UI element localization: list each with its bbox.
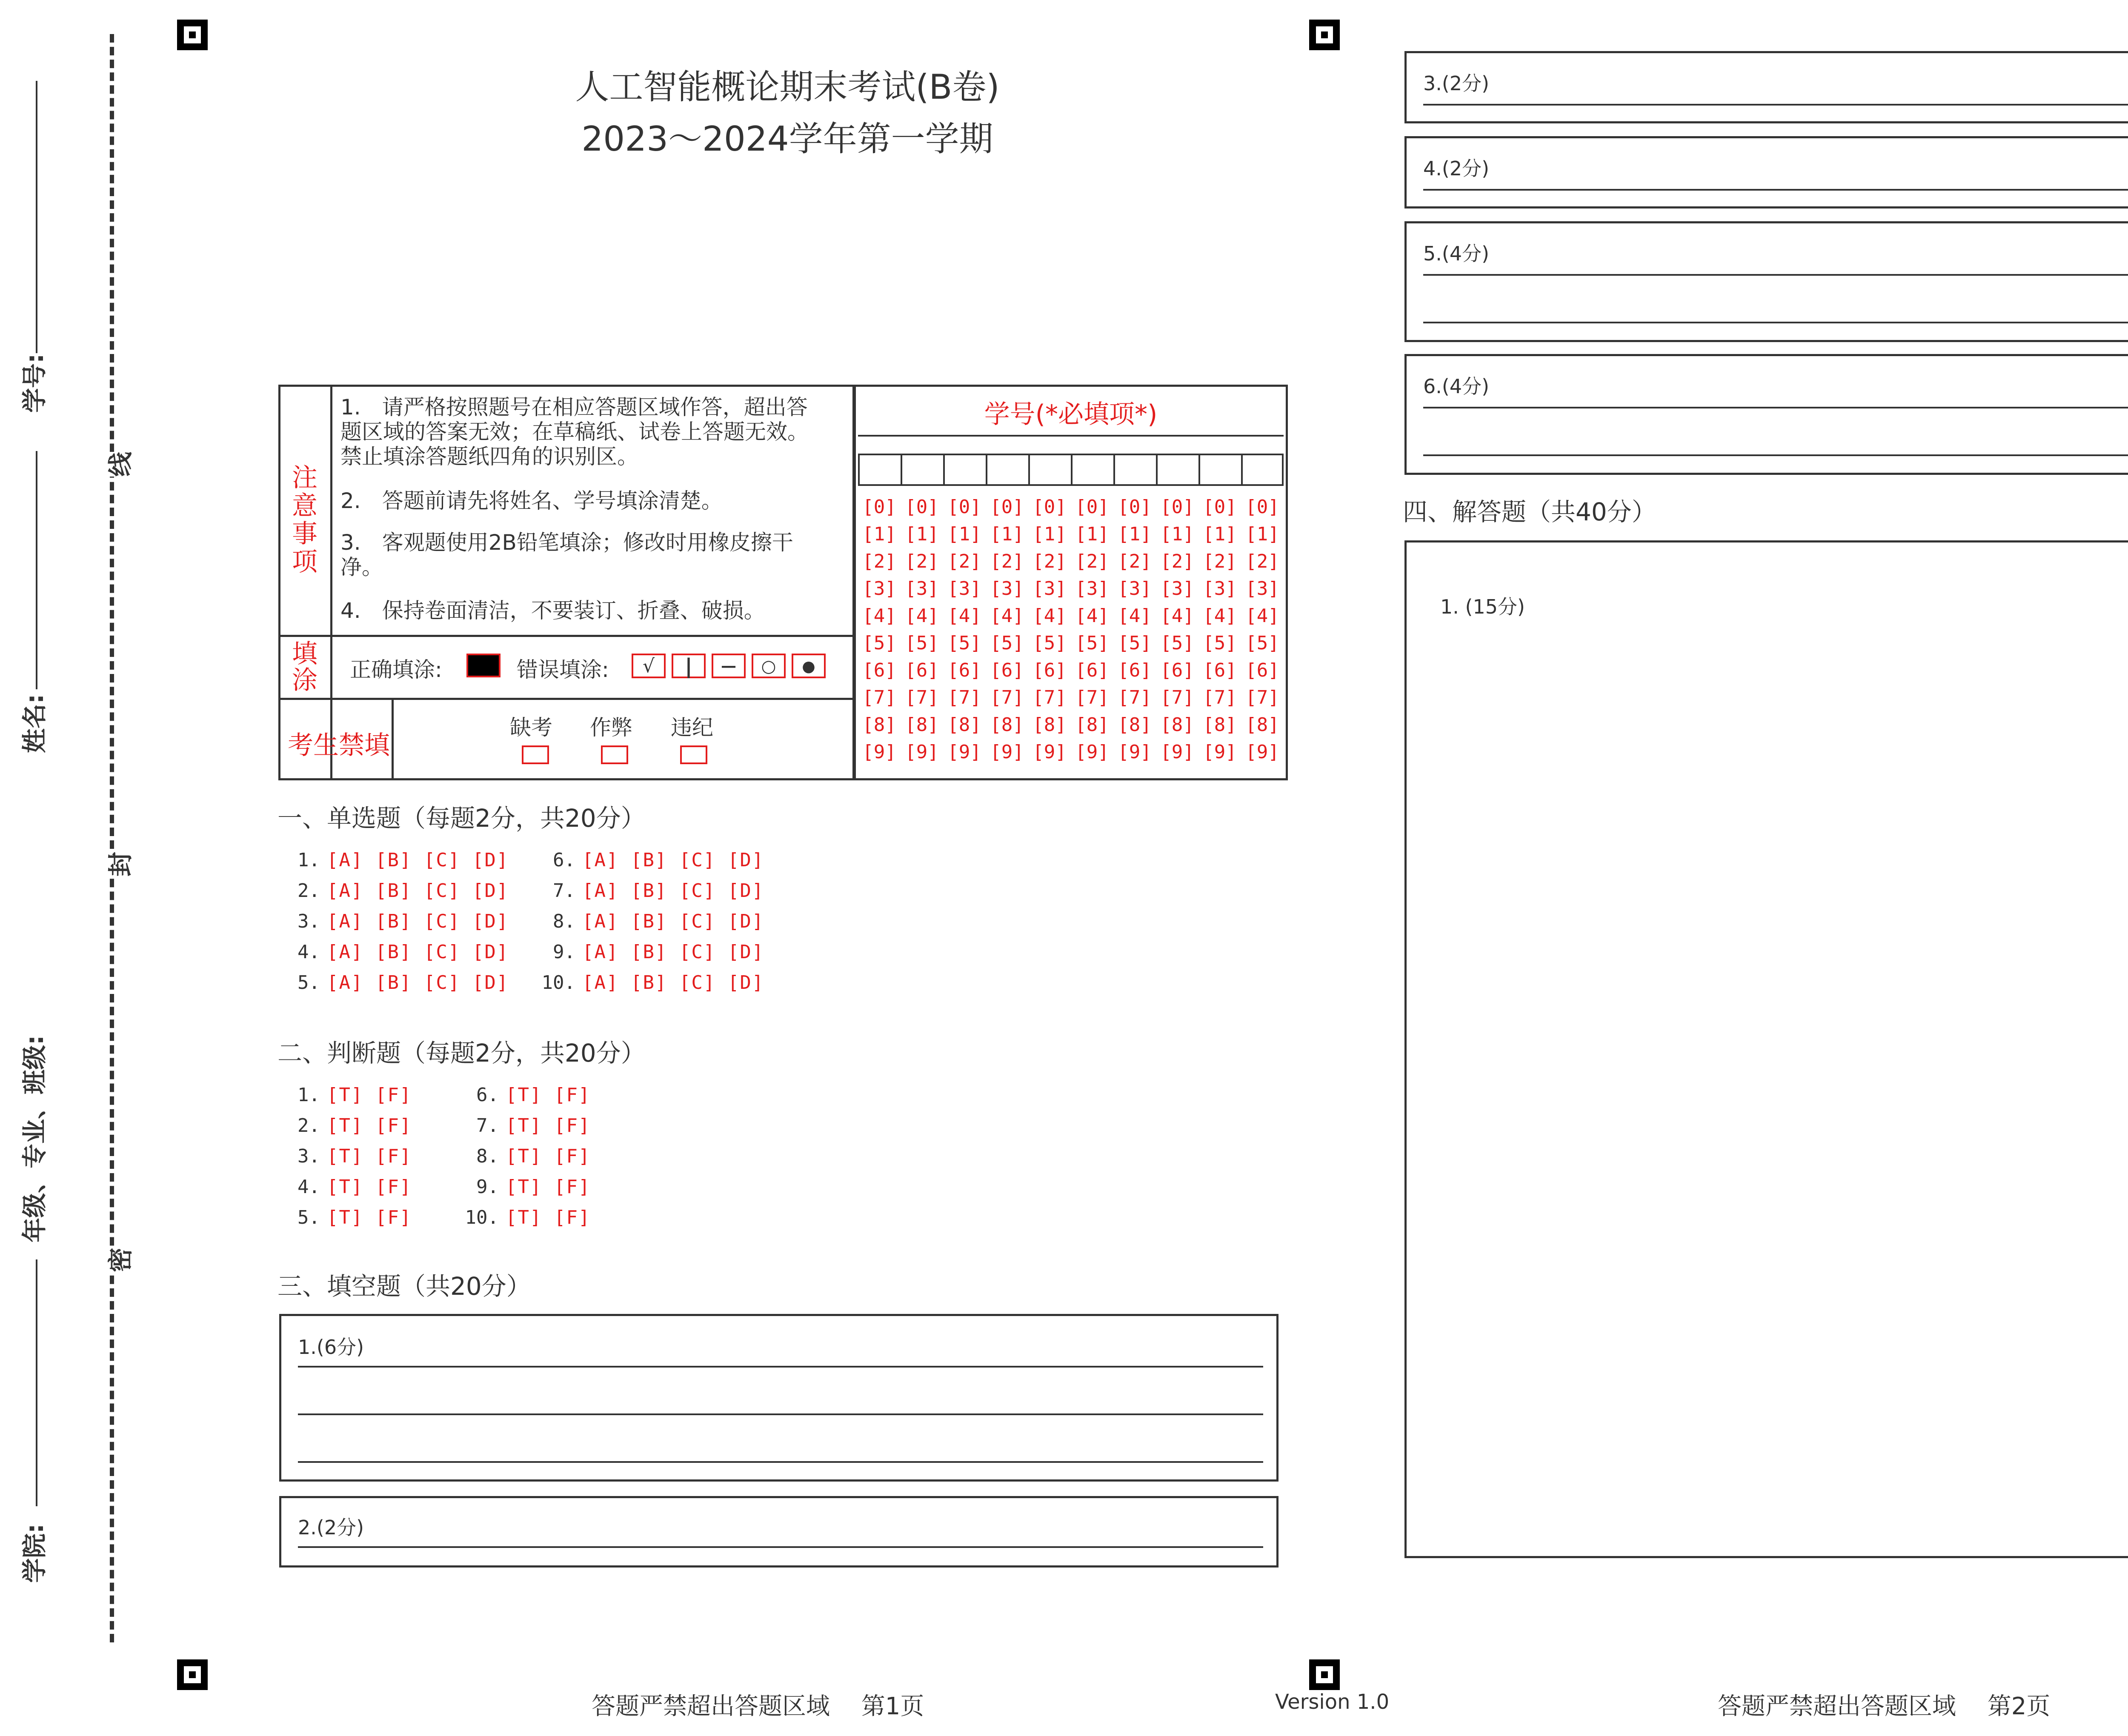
sid-digit-bubble[interactable]: [5] [1118,632,1152,654]
fill-q6-line [1423,407,2128,408]
essay-section-heading: 四、解答题（共40分） [1403,497,1656,526]
wrong-mark-circle: ○ [752,654,786,678]
sid-digit-bubble[interactable]: [5] [1075,632,1109,654]
fill-q5-line [1423,322,2128,323]
fill-q4-box[interactable] [1404,136,2128,208]
mc-question-number: 10. [541,972,575,994]
sid-digit-bubble[interactable]: [0] [1203,496,1237,518]
notice-heading: 注意事项 [292,463,317,577]
student-id-write-row [858,454,1284,486]
sid-digit-bubble[interactable]: [1] [1033,523,1067,545]
grade-binding-label: 年级、专业、班级: [20,1035,49,1242]
notice-row-divider-1 [278,635,855,637]
footer-page-1: 答题严禁超出答题区域 第1页 [592,1693,924,1720]
notice-item-4: 4. 保持卷面清洁，不要装订、折叠、破损。 [340,598,765,623]
sid-digit-bubble[interactable]: [1] [1075,523,1109,545]
sid-digit-bubble[interactable]: [4] [1033,605,1067,627]
sid-digit-bubble[interactable]: [8] [905,714,939,736]
wrong-mark-dash: — [712,654,746,678]
sid-digit-bubble[interactable]: [9] [1033,741,1067,763]
sid-write-cell[interactable] [1115,455,1158,486]
sid-digit-bubble[interactable]: [6] [1118,660,1152,681]
binding-dashed-line [110,34,114,1642]
student-id-heading: 学号(*必填项*) [984,400,1158,429]
tf-question-number: 5. [297,1207,320,1228]
sid-write-cell[interactable] [1200,455,1243,486]
seal-char-line: 线 [100,452,136,477]
forbid-divider [392,698,394,780]
sid-digit-bubble[interactable]: [7] [1245,687,1279,708]
corner-marker-top-left [177,20,208,50]
notice-heading-divider [330,385,332,780]
binding-underline-student-id [36,81,37,353]
sid-digit-bubble[interactable]: [3] [990,578,1024,600]
sid-digit-bubble[interactable]: [0] [1160,496,1194,518]
sid-digit-bubble[interactable]: [4] [862,605,896,627]
tf-question-number: 10. [465,1207,499,1228]
sid-digit-bubble[interactable]: [4] [990,605,1024,627]
fill-q5-box[interactable] [1404,221,2128,342]
sid-digit-bubble[interactable]: [6] [1203,660,1237,681]
sid-digit-bubble[interactable]: [5] [862,632,896,654]
sid-digit-bubble[interactable]: [0] [990,496,1024,518]
fill-q3-label: 3.(2分) [1423,72,1490,95]
sid-digit-bubble[interactable]: [0] [862,496,896,518]
sid-digit-bubble[interactable]: [7] [1118,687,1152,708]
sid-write-cell[interactable] [860,455,902,486]
seal-char-secret: 密 [100,1248,136,1272]
mc-question-number: 3. [297,911,320,932]
sid-digit-bubble[interactable]: [8] [862,714,896,736]
correct-fill-label: 正确填涂: [350,657,442,682]
tf-option-bubbles[interactable]: [T] [F] [506,1084,591,1106]
fill-q2-label: 2.(2分) [298,1516,364,1539]
sid-digit-bubble[interactable]: [1] [862,523,896,545]
fill-q5-line [1423,274,2128,276]
sid-digit-bubble[interactable]: [6] [1075,660,1109,681]
fill-q6-line [1423,454,2128,456]
sid-digit-bubble[interactable]: [4] [1118,605,1152,627]
sid-digit-bubble[interactable]: [3] [1075,578,1109,600]
fill-q1-line [298,1413,1263,1415]
sid-digit-bubble[interactable]: [8] [1160,714,1194,736]
sid-digit-bubble[interactable]: [3] [1245,578,1279,600]
sid-digit-bubble[interactable]: [0] [905,496,939,518]
notice-item-3: 3. 客观题使用2B铅笔填涂；修改时用橡皮擦干净。 [340,530,793,580]
sid-digit-bubble[interactable]: [9] [1245,741,1279,763]
mc-question-number: 4. [297,941,320,963]
fill-q1-line [298,1461,1263,1463]
sid-digit-bubble[interactable]: [3] [905,578,939,600]
mc-question-number: 1. [297,849,320,871]
tf-option-bubbles[interactable]: [T] [F] [327,1115,412,1136]
forbid-heading: 考生禁填 [288,731,390,760]
fill-q1-box[interactable] [279,1314,1279,1482]
sid-digit-bubble[interactable]: [9] [947,741,981,763]
sid-digit-bubble[interactable]: [5] [1203,632,1237,654]
forbid-absent-box[interactable] [522,745,549,764]
notice-row-divider-2 [278,698,855,700]
tf-question-number: 3. [297,1145,320,1167]
sid-digit-bubble[interactable]: [3] [1118,578,1152,600]
sid-digit-bubble[interactable]: [2] [990,551,1024,572]
mc-option-bubbles[interactable]: [A] [B] [C] [D] [327,972,509,994]
sid-digit-bubble[interactable]: [7] [1033,687,1067,708]
sid-digit-bubble[interactable]: [6] [1033,660,1067,681]
sid-write-cell[interactable] [945,455,987,486]
notice-item-1: 1. 请严格按照题号在相应答题区域作答，超出答题区域的答案无效；在草稿纸、试卷上答题无效。禁止填涂答题纸四角的识别区。 [340,395,809,469]
fill-q6-box[interactable] [1404,354,2128,475]
wrong-fill-label: 错误填涂: [517,657,609,682]
tf-option-bubbles[interactable]: [T] [F] [327,1145,412,1167]
corner-marker-bottom-left [177,1659,208,1690]
sid-digit-bubble[interactable]: [8] [1118,714,1152,736]
tf-question-number: 2. [297,1115,320,1136]
fill-q3-line [1423,104,2128,106]
sid-digit-bubble[interactable]: [5] [947,632,981,654]
tf-section-heading: 二、判断题（每题2分，共20分） [277,1039,646,1068]
college-binding-label: 学院: [20,1523,49,1583]
mc-question-number: 8. [553,911,575,932]
sid-digit-bubble[interactable]: [6] [947,660,981,681]
forbid-violation-box[interactable] [680,745,707,764]
tf-question-number: 9. [476,1176,499,1198]
sid-digit-bubble[interactable]: [9] [1160,741,1194,763]
sid-digit-bubble[interactable]: [4] [947,605,981,627]
fill-section-heading: 三、填空题（共20分） [277,1272,531,1301]
sid-digit-bubble[interactable]: [3] [862,578,896,600]
sid-write-cell[interactable] [1030,455,1073,486]
sid-digit-bubble[interactable]: [0] [1245,496,1279,518]
mc-option-bubbles[interactable]: [A] [B] [C] [D] [582,972,764,994]
tf-option-bubbles[interactable]: [T] [F] [327,1207,412,1228]
sid-digit-bubble[interactable]: [1] [947,523,981,545]
name-binding-label: 姓名: [20,694,49,753]
sid-digit-bubble[interactable]: [4] [905,605,939,627]
sid-digit-bubble[interactable]: [1] [990,523,1024,545]
sid-digit-bubble[interactable]: [5] [1245,632,1279,654]
wrong-mark-dot: ● [792,654,826,678]
sid-digit-bubble[interactable]: [6] [1245,660,1279,681]
fill-q6-label: 6.(4分) [1423,375,1490,398]
sid-digit-bubble[interactable]: [2] [1118,551,1152,572]
tf-option-bubbles[interactable]: [T] [F] [506,1145,591,1167]
sid-digit-bubble[interactable]: [2] [1245,551,1279,572]
fill-q1-label: 1.(6分) [298,1336,364,1359]
mc-option-bubbles[interactable]: [A] [B] [C] [D] [582,911,764,932]
sid-digit-bubble[interactable]: [9] [1118,741,1152,763]
fill-q2-line [298,1546,1263,1548]
fill-q1-line [298,1366,1263,1368]
sid-digit-bubble[interactable]: [5] [990,632,1024,654]
tf-answer-grid [277,1084,831,1246]
student-id-heading-underline [858,435,1284,437]
footer-page-2: 答题严禁超出答题区域 第2页 [1718,1693,2051,1720]
mc-question-number: 9. [553,941,575,963]
fill-q4-label: 4.(2分) [1423,157,1490,180]
sid-digit-bubble[interactable]: [9] [990,741,1024,763]
sid-digit-bubble[interactable]: [0] [1075,496,1109,518]
sid-digit-bubble[interactable]: [1] [1245,523,1279,545]
sid-digit-bubble[interactable]: [7] [947,687,981,708]
mc-section-heading: 一、单选题（每题2分，共20分） [277,804,646,833]
mc-option-bubbles[interactable]: [A] [B] [C] [D] [327,849,509,871]
notice-item-2: 2. 答题前请先将姓名、学号填涂清楚。 [340,488,723,513]
sid-digit-bubble[interactable]: [9] [1203,741,1237,763]
exam-title: 人工智能概论期末考试(B卷) [575,67,1000,107]
sid-digit-bubble[interactable]: [2] [1033,551,1067,572]
mc-option-bubbles[interactable]: [A] [B] [C] [D] [582,880,764,902]
sid-digit-bubble[interactable]: [5] [1160,632,1194,654]
student-id-binding-label: 学号: [20,353,49,413]
sid-digit-bubble[interactable]: [7] [905,687,939,708]
sid-digit-bubble[interactable]: [7] [1203,687,1237,708]
sid-write-cell[interactable] [902,455,945,486]
essay-q1-label: 1. (15分) [1440,595,1525,618]
correct-fill-sample [466,654,501,677]
mc-option-bubbles[interactable]: [A] [B] [C] [D] [327,880,509,902]
forbid-cheat-label: 作弊 [590,715,632,740]
exam-term: 2023～2024学年第一学期 [581,119,993,159]
sid-digit-bubble[interactable]: [1] [1160,523,1194,545]
sid-digit-bubble[interactable]: [0] [947,496,981,518]
mc-option-bubbles[interactable]: [A] [B] [C] [D] [582,941,764,963]
mc-answer-grid [277,849,831,1011]
mc-question-number: 6. [553,849,575,871]
sid-digit-bubble[interactable]: [2] [1075,551,1109,572]
tf-option-bubbles[interactable]: [T] [F] [327,1176,412,1198]
sid-digit-bubble[interactable]: [5] [905,632,939,654]
sid-digit-bubble[interactable]: [6] [905,660,939,681]
sid-digit-bubble[interactable]: [6] [862,660,896,681]
sid-digit-bubble[interactable]: [9] [1075,741,1109,763]
wrong-mark-check: √ [632,654,666,678]
sid-digit-bubble[interactable]: [7] [1160,687,1194,708]
fill-q3-box[interactable] [1404,51,2128,123]
sid-write-cell[interactable] [1158,455,1200,486]
fill-q4-line [1423,189,2128,191]
seal-char-seal: 封 [100,852,136,877]
wrong-mark-bar: | [672,654,706,678]
fill-heading: 填涂 [292,639,317,695]
sid-digit-bubble[interactable]: [1] [1118,523,1152,545]
tf-option-bubbles[interactable]: [T] [F] [506,1207,591,1228]
binding-underline-name [36,451,37,689]
fill-q2-box[interactable] [279,1496,1279,1568]
sid-digit-bubble[interactable]: [0] [1118,496,1152,518]
sid-digit-bubble[interactable]: [8] [990,714,1024,736]
tf-question-number: 6. [476,1084,499,1106]
sid-write-cell[interactable] [1243,455,1282,486]
sid-write-cell[interactable] [1073,455,1115,486]
mc-option-bubbles[interactable]: [A] [B] [C] [D] [582,849,764,871]
tf-option-bubbles[interactable]: [T] [F] [506,1176,591,1198]
mc-option-bubbles[interactable]: [A] [B] [C] [D] [327,941,509,963]
essay-q1-box[interactable] [1404,540,2128,1558]
sid-digit-bubble[interactable]: [1] [905,523,939,545]
sid-digit-bubble[interactable]: [3] [1160,578,1194,600]
sid-digit-bubble[interactable]: [2] [862,551,896,572]
corner-marker-bottom-center [1309,1659,1340,1690]
sid-digit-bubble[interactable]: [6] [990,660,1024,681]
binding-underline-college [36,1430,37,1506]
tf-question-number: 7. [476,1115,499,1136]
sid-digit-bubble[interactable]: [7] [1075,687,1109,708]
sid-digit-bubble[interactable]: [3] [1033,578,1067,600]
fill-q5-label: 5.(4分) [1423,242,1490,265]
sid-digit-bubble[interactable]: [4] [1203,605,1237,627]
tf-option-bubbles[interactable]: [T] [F] [506,1115,591,1136]
sid-digit-bubble[interactable]: [7] [862,687,896,708]
sid-digit-bubble[interactable]: [4] [1075,605,1109,627]
sid-digit-bubble[interactable]: [5] [1033,632,1067,654]
sid-digit-bubble[interactable]: [9] [905,741,939,763]
sid-digit-bubble[interactable]: [2] [1160,551,1194,572]
sid-digit-bubble[interactable]: [7] [990,687,1024,708]
student-id-bubble-grid [859,496,1284,768]
tf-question-number: 4. [297,1176,320,1198]
sid-digit-bubble[interactable]: [4] [1160,605,1194,627]
tf-question-number: 1. [297,1084,320,1106]
mc-question-number: 2. [297,880,320,902]
forbid-violation-label: 违纪 [671,715,713,740]
tf-option-bubbles[interactable]: [T] [F] [327,1084,412,1106]
sid-digit-bubble[interactable]: [6] [1160,660,1194,681]
sid-digit-bubble[interactable]: [8] [1203,714,1237,736]
sid-digit-bubble[interactable]: [1] [1203,523,1237,545]
mc-question-number: 5. [297,972,320,994]
sid-digit-bubble[interactable]: [2] [947,551,981,572]
mc-question-number: 7. [553,880,575,902]
sid-digit-bubble[interactable]: [2] [1203,551,1237,572]
sid-digit-bubble[interactable]: [8] [947,714,981,736]
sid-digit-bubble[interactable]: [2] [905,551,939,572]
corner-marker-top-center [1309,20,1340,50]
sid-digit-bubble[interactable]: [3] [1203,578,1237,600]
forbid-cheat-box[interactable] [601,745,628,764]
sid-digit-bubble[interactable]: [4] [1245,605,1279,627]
mc-option-bubbles[interactable]: [A] [B] [C] [D] [327,911,509,932]
sid-write-cell[interactable] [987,455,1030,486]
sid-digit-bubble[interactable]: [8] [1033,714,1067,736]
sid-digit-bubble[interactable]: [8] [1245,714,1279,736]
forbid-absent-label: 缺考 [510,715,552,740]
sid-digit-bubble[interactable]: [0] [1033,496,1067,518]
sid-digit-bubble[interactable]: [3] [947,578,981,600]
tf-question-number: 8. [476,1145,499,1167]
sid-digit-bubble[interactable]: [8] [1075,714,1109,736]
sid-digit-bubble[interactable]: [9] [862,741,896,763]
footer-version: Version 1.0 [1275,1690,1390,1714]
